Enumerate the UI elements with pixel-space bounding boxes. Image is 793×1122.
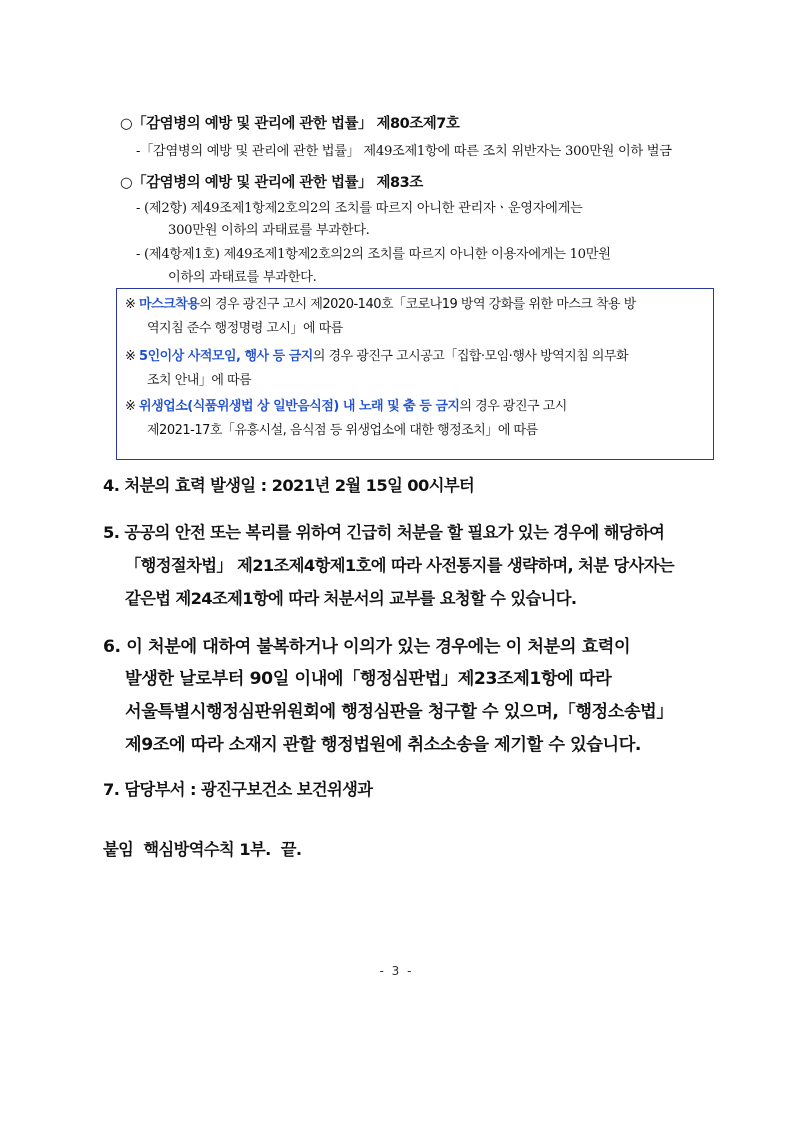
note-cont: 역지침 준수 행정명령 고시」에 따름 bbox=[147, 321, 343, 336]
note-text: 의 경우 광진구 고시 bbox=[459, 399, 567, 414]
law-item-line: 300만원 이하의 과태료를 부과한다. bbox=[168, 223, 370, 238]
law-item-line: -「감염병의 예방 및 관리에 관한 법률」 제49조제1항에 따른 조치 위반자는 300만원 이하 벌금 bbox=[136, 144, 672, 159]
section-6-line: 서울특별시행정심판위원회에 행정심판을 청구할 수 있으며,「행정소송법」 bbox=[125, 702, 674, 722]
law-item-line: 이하의 과태료를 부과한다. bbox=[168, 270, 317, 285]
note-line bbox=[125, 345, 628, 364]
note-text: 의 경우 광진구 고시 제2020-140호「코로나19 방역 강화를 위한 마스크 착용 방 bbox=[199, 297, 636, 312]
law-item-line: - (제4항제1호) 제49조제1항제2호의2의 조치를 따르지 아니한 이용자에게는 10만원 bbox=[136, 247, 611, 262]
law-item-heading: ○「감염병의 예방 및 관리에 관한 법률」 제83조 bbox=[120, 175, 423, 191]
note-mark: ※ bbox=[125, 297, 136, 312]
section-5-line: 「행정절차법」 제21조제4항제1호에 따라 사전통지를 생략하며, 처분 당사자는 bbox=[125, 556, 674, 575]
section-6-line: 발생한 날로부터 90일 이내에「행정심판법」제23조제1항에 따라 bbox=[125, 669, 612, 689]
note-highlight: 위생업소(식품위생법 상 일반음식점) 내 노래 및 춤 등 금지 bbox=[139, 399, 460, 414]
section-4: 4. 처분의 효력 발생일 : 2021년 2월 15일 00시부터 bbox=[103, 476, 475, 495]
note-cont: 조치 안내」에 따름 bbox=[147, 373, 252, 388]
note-mark: ※ bbox=[125, 399, 136, 414]
section-6-line: 제9조에 따라 소재지 관할 행정법원에 취소소송을 제기할 수 있습니다. bbox=[125, 735, 642, 755]
note-line bbox=[125, 293, 636, 312]
notes-box bbox=[116, 288, 714, 460]
section-6-line: 6. 이 처분에 대하여 불복하거나 이의가 있는 경우에는 이 처분의 효력이 bbox=[103, 637, 631, 657]
section-5-line: 5. 공공의 안전 또는 복리를 위하여 긴급히 처분을 할 필요가 있는 경우에 해당하여 bbox=[103, 523, 665, 542]
note-line bbox=[125, 395, 567, 414]
note-cont: 제2021-17호「유흥시설, 음식점 등 위생업소에 대한 행정조치」에 따름 bbox=[147, 423, 538, 438]
section-5-line: 같은법 제24조제1항에 따라 처분서의 교부를 요청할 수 있습니다. bbox=[125, 589, 577, 608]
law-item-heading: ○「감염병의 예방 및 관리에 관한 법률」 제80조제7호 bbox=[120, 116, 460, 132]
note-highlight: 마스크착용 bbox=[139, 297, 200, 312]
note-text: 의 경우 광진구 고시공고「집합·모임·행사 방역지침 의무화 bbox=[312, 349, 629, 364]
page-number: - 3 - bbox=[379, 964, 414, 978]
note-mark: ※ bbox=[125, 349, 136, 364]
attachment-note: 붙임 핵심방역수칙 1부. 끝. bbox=[103, 840, 302, 859]
section-7: 7. 담당부서 : 광진구보건소 보건위생과 bbox=[103, 780, 373, 799]
note-highlight: 5인이상 사적모임, 행사 등 금지 bbox=[139, 349, 313, 364]
law-item-line: - (제2항) 제49조제1항제2호의2의 조치를 따르지 아니한 관리자ㆍ운영자에게는 bbox=[136, 201, 583, 216]
